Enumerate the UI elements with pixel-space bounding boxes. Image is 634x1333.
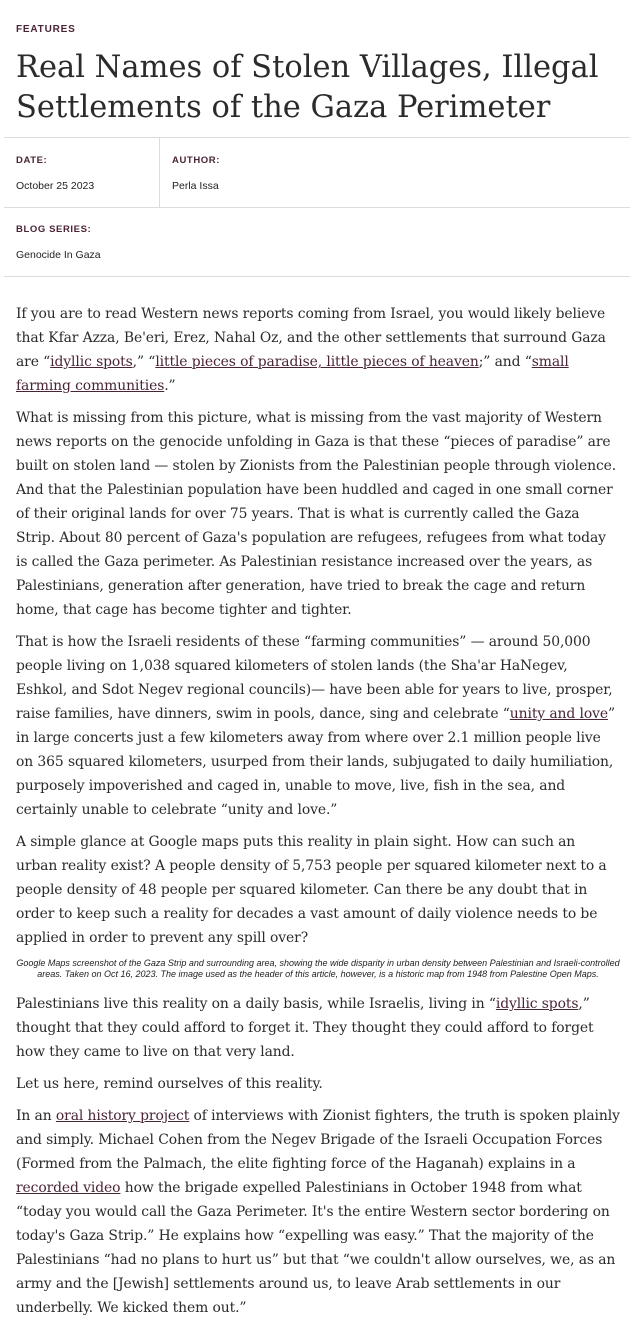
paragraph-text: how the brigade expelled Palestinians in October 1948 from what “today you would call the Gaza Perimeter. It's the entire Western sector bordering on today's Gaza Strip.” He explains how “expelling was easy.” That the majority of the Palestinians “had no plans to hurt us” but that “we couldn't allow ourselves, we, as an army and the [Jewish] settlements around us, to leave Arab settlements in our underbelly. We kicked them out.” (16, 1180, 616, 1316)
paragraph (16, 630, 620, 822)
series-value[interactable]: Genocide In Gaza (16, 249, 101, 261)
divider (4, 276, 630, 277)
author-value[interactable]: Perla Issa (172, 180, 219, 192)
paragraph-text: That is how the Israeli residents of these “farming communities” — around 50,000 people living on 1,038 squared kilometers of stolen lands (the Sha'ar HaNegev, Eshkol, and Sdot Negev regional councils)— have been able for years to live, prosper, raise families, have dinners, swim in pools, dance, sing and celebrate “ (16, 634, 613, 722)
paragraph-text: If you are to read Western news reports coming from Israel, you would likely believe that Kfar Azza, Be'eri, Erez, Nahal Oz, and the other settlements that surround Gaza are “ (16, 306, 606, 370)
image-caption: Google Maps screenshot of the Gaza Strip and surrounding area, showing the wide disparity in urban density between Palestinian and Israeli-controlled areas. Taken on Oct 16, 2023. The image used as the header of this article, however, is a historic map from 1948 from Palestine Open Maps. (16, 958, 620, 979)
section-label[interactable]: FEATURES (16, 24, 76, 35)
paragraph-text: .” (164, 378, 176, 394)
series-label: BLOG SERIES: (16, 224, 92, 235)
paragraph (16, 1104, 620, 1320)
divider (4, 207, 630, 208)
paragraph-text: In an (16, 1108, 56, 1124)
paragraph: A simple glance at Google maps puts this reality in plain sight. How can such an urban reality exist? A people density of 5,753 people per squared kilometer next to a people density of 48 people per squared kilometer. Can there be any doubt that in order to keep such a reality for decades a vast amount of daily violence needs to be applied in order to prevent any spill over? (16, 834, 607, 946)
divider (159, 137, 160, 207)
paragraph (16, 992, 620, 1064)
author-label: AUTHOR: (172, 155, 220, 166)
paragraph-text: ,” “ (132, 354, 156, 370)
paragraph-text: ,” thought that they could afford to forget it. They thought they could afford to forget how they came to live on that very land. (16, 996, 594, 1060)
date-value: October 25 2023 (16, 180, 95, 192)
recorded-video-link[interactable]: recorded video (16, 1180, 121, 1196)
small-farming-communities-link[interactable]: small farming communities (16, 354, 569, 394)
paragraph-text: of interviews with Zionist fighters, the truth is spoken plainly and simply. Michael Cohen from the Negev Brigade of the Israeli Occupation Forces (Formed from the Palmach, the elite fighting force of the Haganah) explains in a (16, 1108, 620, 1172)
idyllic-spots-link[interactable]: idyllic spots (495, 996, 579, 1012)
oral-history-project-link[interactable]: oral history project (55, 1108, 190, 1124)
paragraph-text: ;” and “ (478, 354, 532, 370)
date-label: DATE: (16, 155, 48, 166)
paragraph-text: Palestinians live this reality on a daily basis, while Israelis, living in “ (16, 996, 496, 1012)
divider (4, 137, 630, 138)
paragraph: What is missing from this picture, what is missing from the vast majority of Western news reports on the genocide unfolding in Gaza is that these “pieces of paradise” are built on stolen land — stolen by Zionists from the Palestinian people through violence. And that the Palestinian population have been huddled and caged in one small corner of their original lands for over 75 years. That is what is currently called the Gaza Strip. About 80 percent of Gaza's population are refugees, refugees from what today is called the Gaza perimeter. As Palestinian resistance increased over the years, as Palestinians, generation after generation, have tried to break the cage and return home, that cage has become tighter and tighter. (16, 410, 617, 618)
pieces-of-paradise-link[interactable]: little pieces of paradise, little pieces of heaven (155, 354, 479, 370)
paragraph-text: ” in large concerts just a few kilometers away from where over 2.1 million people live on 365 squared kilometers, usurped from their lands, subjugated to daily humiliation, purposely impoverished and caged in, unable to move, live, fish in the sea, and certainly unable to celebrate “unity and love.” (16, 706, 615, 818)
unity-and-love-link[interactable]: unity and love (509, 706, 608, 722)
page-title: Real Names of Stolen Villages, Illegal Settlements of the Gaza Perimeter (16, 50, 599, 125)
paragraph (16, 302, 620, 398)
idyllic-spots-link[interactable]: idyllic spots (50, 354, 133, 370)
paragraph: Let us here, remind ourselves of this reality. (16, 1076, 323, 1092)
article-body (16, 302, 620, 1328)
